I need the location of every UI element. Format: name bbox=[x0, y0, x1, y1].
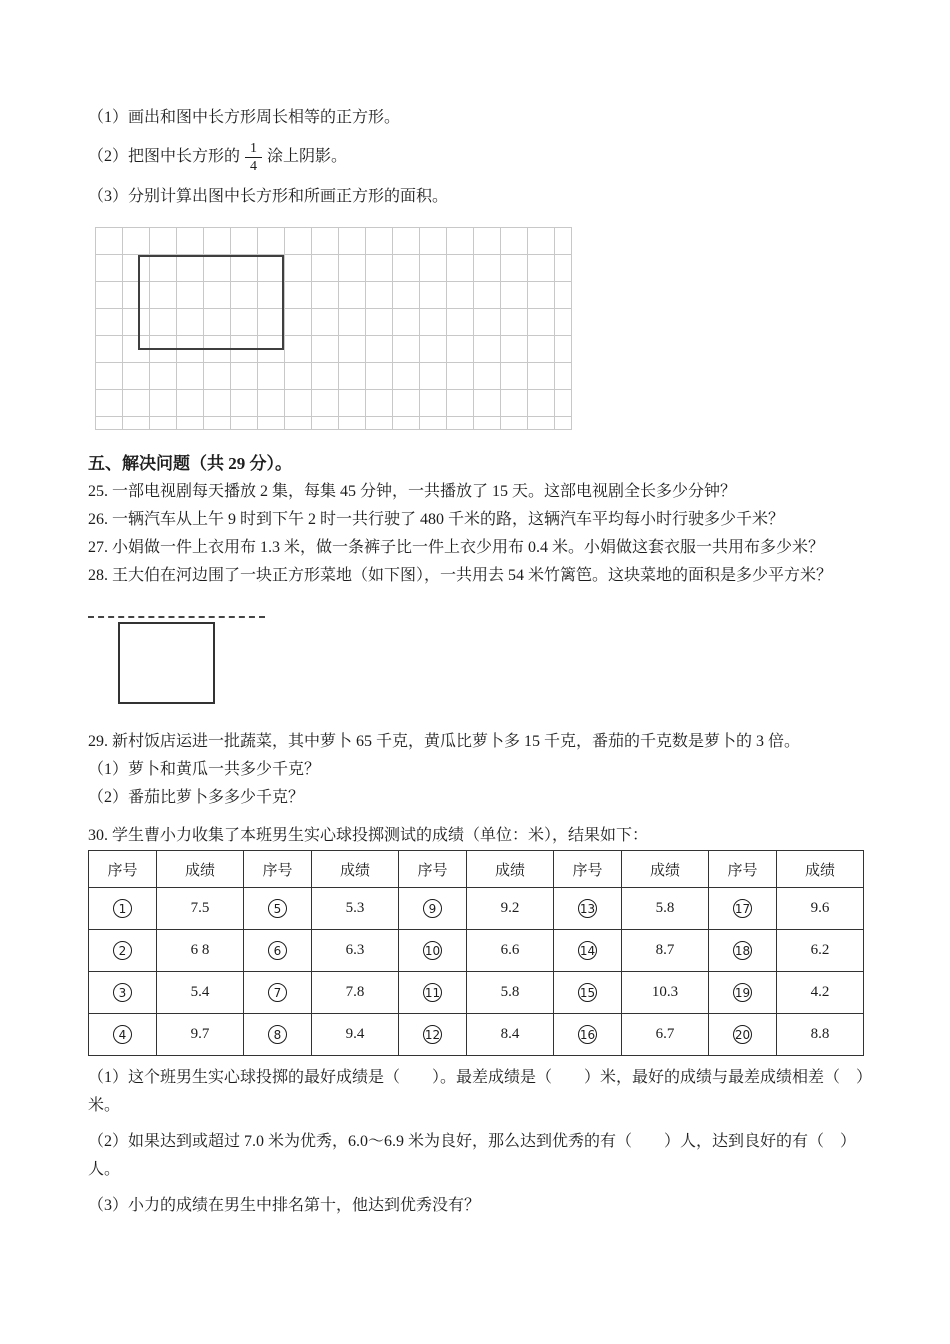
table-header-row bbox=[89, 851, 864, 888]
circled-number: 15 bbox=[578, 983, 597, 1002]
circled-number: 18 bbox=[733, 941, 752, 960]
score-cell: 9.6 bbox=[777, 888, 864, 930]
score-cell: 6 8 bbox=[157, 930, 244, 972]
score-cell: 7.5 bbox=[157, 888, 244, 930]
score-cell: 6.2 bbox=[777, 930, 864, 972]
scores-table bbox=[88, 850, 864, 1056]
circled-number: 10 bbox=[423, 941, 442, 960]
seq-cell bbox=[244, 888, 312, 930]
table-row bbox=[89, 972, 864, 1014]
circled-number: 8 bbox=[268, 1025, 287, 1044]
circled-number: 16 bbox=[578, 1025, 597, 1044]
score-cell: 8.7 bbox=[622, 930, 709, 972]
seq-cell bbox=[89, 972, 157, 1014]
score-cell: 5.8 bbox=[467, 972, 554, 1014]
score-cell: 9.2 bbox=[467, 888, 554, 930]
seq-cell bbox=[89, 888, 157, 930]
col-header-seq: 序号 bbox=[89, 851, 157, 888]
seq-cell bbox=[244, 972, 312, 1014]
rectangle-on-grid bbox=[138, 255, 284, 350]
circled-number: 12 bbox=[423, 1025, 442, 1044]
table-row bbox=[89, 888, 864, 930]
grid-paper-figure bbox=[95, 227, 572, 430]
seq-cell bbox=[399, 1014, 467, 1056]
problem-29-sub-2: （2）番茄比萝卜多多少千克？ bbox=[88, 789, 305, 806]
col-header-seq: 序号 bbox=[399, 851, 467, 888]
sub-question-2-prefix: （2）把图中长方形的 bbox=[88, 148, 241, 166]
problem-30-stem: 30. 学生曹小力收集了本班男生实心球投掷测试的成绩（单位：米），结果如下： bbox=[88, 827, 649, 844]
problems-list bbox=[88, 478, 886, 590]
problem-30-sub-3: （3）小力的成绩在男生中排名第十，他达到优秀没有？ bbox=[88, 1197, 481, 1214]
score-cell: 5.8 bbox=[622, 888, 709, 930]
sub-question-1: （1）画出和图中长方形周长相等的正方形。 bbox=[88, 109, 401, 126]
score-cell: 4.2 bbox=[777, 972, 864, 1014]
sub-question-3: （3）分别计算出图中长方形和所画正方形的面积。 bbox=[88, 188, 449, 205]
seq-cell bbox=[89, 1014, 157, 1056]
problem-29-block bbox=[88, 728, 886, 812]
col-header-score: 成绩 bbox=[157, 851, 244, 888]
seq-cell bbox=[709, 888, 777, 930]
seq-cell bbox=[554, 972, 622, 1014]
seq-cell bbox=[399, 972, 467, 1014]
score-cell: 5.3 bbox=[312, 888, 399, 930]
score-cell: 9.4 bbox=[312, 1014, 399, 1056]
seq-cell bbox=[709, 930, 777, 972]
circled-number: 2 bbox=[113, 941, 132, 960]
seq-cell bbox=[554, 930, 622, 972]
fraction-denominator: 4 bbox=[250, 159, 258, 174]
problem-25: 25. 一部电视剧每天播放 2 集，每集 45 分钟，一共播放了 15 天。这部电视剧全长多少分钟？ bbox=[88, 483, 737, 500]
col-header-score: 成绩 bbox=[467, 851, 554, 888]
score-cell: 8.8 bbox=[777, 1014, 864, 1056]
circled-number: 6 bbox=[268, 941, 287, 960]
circled-number: 17 bbox=[733, 899, 752, 918]
problem-28: 28. 王大伯在河边围了一块正方形菜地（如下图），一共用去 54 米竹篱笆。这块菜地的面积是多少平方米？ bbox=[88, 567, 833, 584]
col-header-seq: 序号 bbox=[709, 851, 777, 888]
score-cell: 7.8 bbox=[312, 972, 399, 1014]
problem-29-sub-1: （1）萝卜和黄瓜一共多少千克？ bbox=[88, 761, 321, 778]
problem-30-block bbox=[88, 822, 886, 1220]
table-row bbox=[89, 930, 864, 972]
sub-question-2-suffix: 涂上阴影。 bbox=[267, 148, 348, 166]
circled-number: 5 bbox=[268, 899, 287, 918]
seq-cell bbox=[709, 972, 777, 1014]
score-cell: 6.7 bbox=[622, 1014, 709, 1056]
sub-question-2 bbox=[88, 140, 886, 175]
garden-square bbox=[118, 622, 215, 704]
score-cell: 8.4 bbox=[467, 1014, 554, 1056]
problem-30-sub-1: （1）这个班男生实心球投掷的最好成绩是（ ）。最差成绩是（ ）米，最好的成绩与最差成绩相差（ ）米。 bbox=[88, 1069, 873, 1114]
circled-number: 20 bbox=[733, 1025, 752, 1044]
col-header-score: 成绩 bbox=[312, 851, 399, 888]
seq-cell bbox=[554, 1014, 622, 1056]
seq-cell bbox=[399, 930, 467, 972]
circled-number: 11 bbox=[423, 983, 442, 1002]
problem-26: 26. 一辆汽车从上午 9 时到下午 2 时一共行驶了 480 千米的路，这辆汽车平均每小时行驶多少千米？ bbox=[88, 511, 785, 528]
score-cell: 9.7 bbox=[157, 1014, 244, 1056]
seq-cell bbox=[554, 888, 622, 930]
table-row bbox=[89, 1014, 864, 1056]
col-header-seq: 序号 bbox=[244, 851, 312, 888]
problem-27: 27. 小娟做一件上衣用布 1.3 米，做一条裤子比一件上衣少用布 0.4 米。小娟做这套衣服一共用布多少米？ bbox=[88, 539, 825, 556]
col-header-seq: 序号 bbox=[554, 851, 622, 888]
circled-number: 13 bbox=[578, 899, 597, 918]
garden-figure bbox=[88, 616, 886, 704]
circled-number: 7 bbox=[268, 983, 287, 1002]
score-cell: 5.4 bbox=[157, 972, 244, 1014]
circled-number: 4 bbox=[113, 1025, 132, 1044]
problem-30-sub-questions bbox=[88, 1064, 886, 1220]
fraction-one-fourth bbox=[245, 140, 262, 175]
circled-number: 19 bbox=[733, 983, 752, 1002]
section-heading: 五、解决问题（共 29 分）。 bbox=[88, 454, 292, 473]
col-header-score: 成绩 bbox=[777, 851, 864, 888]
col-header-score: 成绩 bbox=[622, 851, 709, 888]
circled-number: 3 bbox=[113, 983, 132, 1002]
seq-cell bbox=[89, 930, 157, 972]
circled-number: 9 bbox=[423, 899, 442, 918]
river-dashed-line bbox=[88, 616, 265, 618]
score-cell: 6.6 bbox=[467, 930, 554, 972]
problem-30-sub-2: （2）如果达到或超过 7.0 米为优秀，6.0～6.9 米为良好，那么达到优秀的有（ ）人，达到良好的有（ ）人。 bbox=[88, 1133, 857, 1178]
seq-cell bbox=[244, 930, 312, 972]
fraction-numerator: 1 bbox=[245, 140, 262, 158]
problem-29-stem: 29. 新村饭店运进一批蔬菜，其中萝卜 65 千克，黄瓜比萝卜多 15 千克，番茄的千克数是萝卜的 3 倍。 bbox=[88, 733, 801, 750]
circled-number: 14 bbox=[578, 941, 597, 960]
seq-cell bbox=[244, 1014, 312, 1056]
score-cell: 6.3 bbox=[312, 930, 399, 972]
seq-cell bbox=[399, 888, 467, 930]
seq-cell bbox=[709, 1014, 777, 1056]
circled-number: 1 bbox=[113, 899, 132, 918]
score-cell: 10.3 bbox=[622, 972, 709, 1014]
